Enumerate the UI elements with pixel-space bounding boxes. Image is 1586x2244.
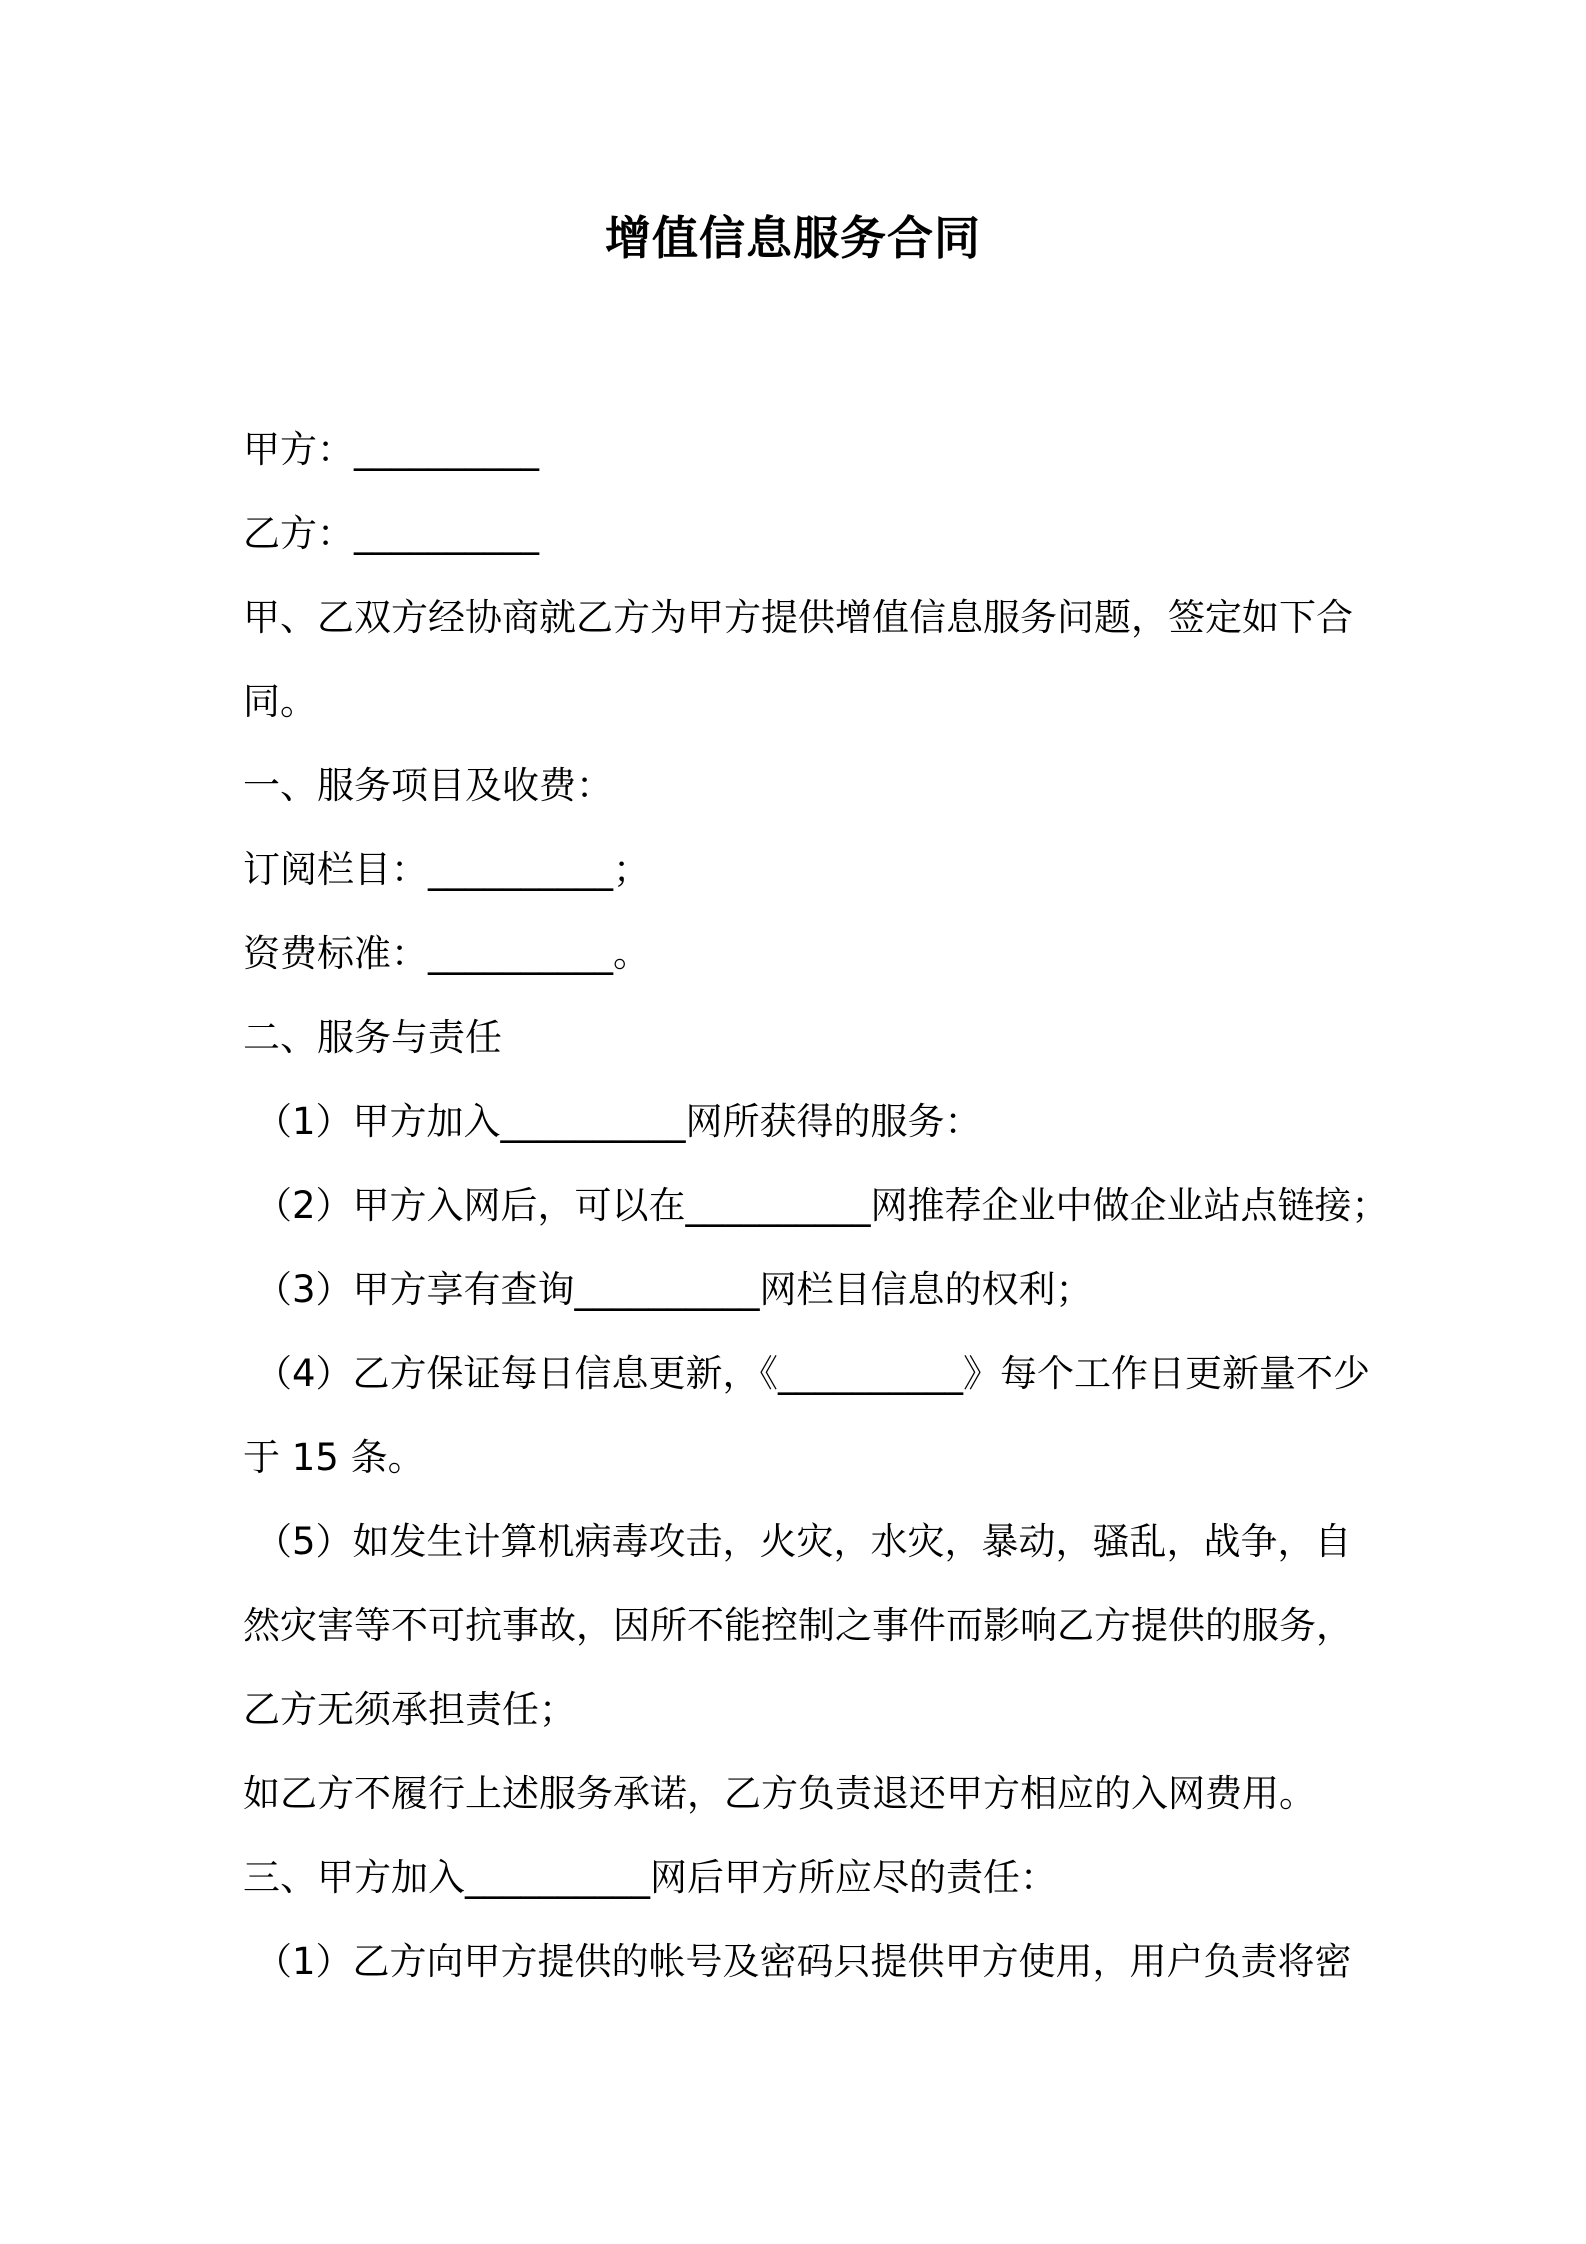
section-3-item-1-line-1: （1）乙方向甲方提供的帐号及密码只提供甲方使用，用户负责将密 [255,1940,1352,1983]
section-2-item-1: （1）甲方加入__________网所获得的服务： [255,1100,982,1143]
section-2-heading: 二、服务与责任 [243,1016,502,1059]
section-3-heading: 三、甲方加入__________网后甲方所应尽的责任： [243,1856,1057,1899]
party-b-line: 乙方：__________ [243,512,539,555]
party-a-line: 甲方：__________ [243,428,539,471]
section-2-item-5-line-1: （5）如发生计算机病毒攻击，火灾，水灾，暴动，骚乱，战争，自 [255,1520,1352,1563]
section-2-item-5-line-2: 然灾害等不可抗事故，因所不能控制之事件而影响乙方提供的服务， [243,1604,1353,1647]
preamble-line-1: 甲、乙双方经协商就乙方为甲方提供增值信息服务问题，签定如下合 [243,596,1353,639]
fee-standard-line: 资费标准：__________。 [243,932,650,975]
section-2-item-5-line-3: 乙方无须承担责任； [243,1688,576,1731]
document-title: 增值信息服务合同 [605,211,981,265]
section-2-item-3: （3）甲方享有查询__________网栏目信息的权利； [255,1268,1093,1311]
section-1-heading: 一、服务项目及收费： [243,764,613,807]
refund-clause-line: 如乙方不履行上述服务承诺，乙方负责退还甲方相应的入网费用。 [243,1772,1316,1815]
document-body [243,408,1389,2004]
preamble-line-2: 同。 [243,680,317,723]
section-2-item-4-line-2: 于 15 条。 [243,1436,425,1479]
section-2-item-4-line-1: （4）乙方保证每日信息更新，《__________》每个工作日更新量不少 [255,1352,1371,1395]
section-2-item-2: （2）甲方入网后，可以在__________网推荐企业中做企业站点链接； [255,1184,1389,1227]
subscription-column-line: 订阅栏目：__________； [243,848,650,891]
